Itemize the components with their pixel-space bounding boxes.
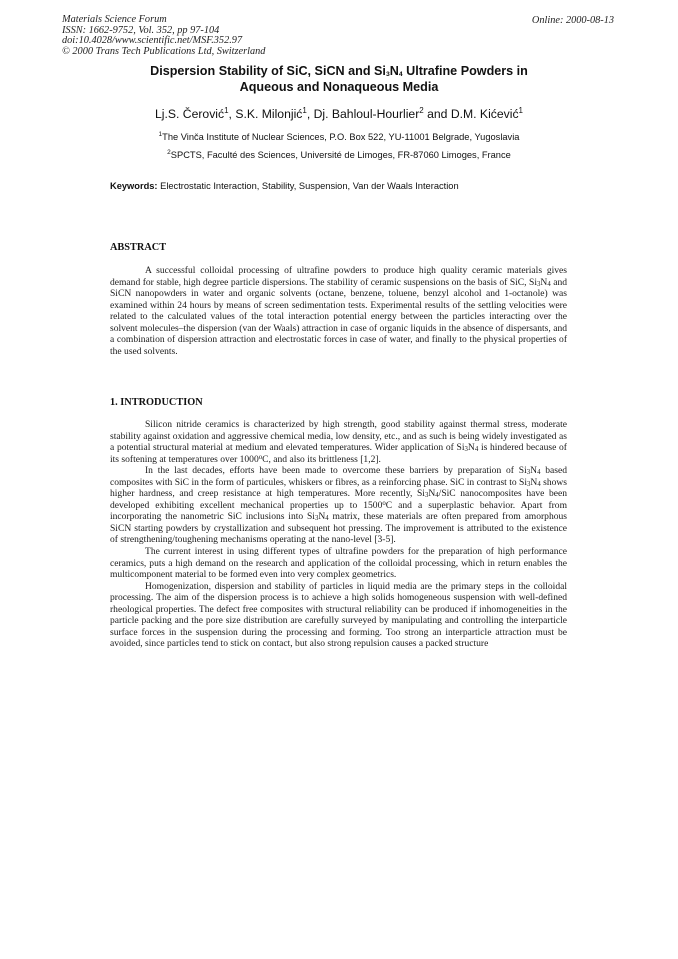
intro-paragraph-3: The current interest in using different types of ultrafine powders for the preparation of high performance ceramics, puts a high demand on the research and application of the colloidal processing, which in return enables the multicomponent material to be formed even into very complex geometrics. [110,546,567,581]
online-date: Online: 2000-08-13 [531,15,614,26]
affiliation-1: $^1$The Vinča Institute of Nuclear Sciences, P.O. Box 522, YU-11001 Belgrade, Yugoslavia [158,131,520,143]
intro-paragraph-4: Homogenization, dispersion and stability of particles in liquid media are the primary steps in the colloidal processing. The aim of the dispersion process is to achieve a high solids homogeneous suspension with well-defined rheological properties. The defect free composites with structural reliability can be produced if inhomogeneities in the particle packing and the pore size distribution are carefully surveyed by manipulating and controlling the interparticle surface forces in the suspension during the processing and forming. Too strong an interparticle attraction must be avoided, since particles tend to stick on contact, but also strong repulsion causes a packed structure [110,580,567,650]
keywords-label: Keywords: [110,181,158,191]
publication-header [62,15,265,57]
keywords [110,181,580,191]
affiliation-2: $^2$SPCTS, Faculté des Sciences, Université de Limoges, FR-87060 Limoges, France [167,149,511,161]
keywords-text: Electrostatic Interaction, Stability, Suspension, Van der Waals Interaction [157,181,459,191]
introduction-body [110,419,567,650]
introduction-heading: 1. INTRODUCTION [110,397,203,408]
title-line-1: Dispersion Stability of SiC, SiCN and $Si_3N_4$ Ultrafine Powders in [150,64,528,78]
copyright-line: © 2000 Trans Tech Publications Ltd, Switzerland [62,45,266,57]
journal-name: Materials Science Forum [62,14,167,25]
abstract-body [110,265,567,357]
intro-paragraph-1: Silicon nitride ceramics is characterized by high strength, good stability against thermal stress, moderate stability against oxidation and aggressive chemical media, low density, etc., and as such is being widely investigated as a potential structural material at medium and elevated temperatures. Wider application of $Si_3N_4$ is hindered because of its softening at temperatures over 1000$^o$C, and also its brittleness [1,2]. [110,419,567,465]
title-line-2: Aqueous and Nonaqueous Media [239,79,439,94]
doi-line: doi:10.4028/www.scientific.net/MSF.352.97 [62,35,243,47]
issn-line: ISSN: 1662-9752, Vol. 352, pp 97-104 [62,24,220,36]
author-list: Lj.S. Čerović$^1$, S.K. Milonjić$^1$, Dj. Bahloul-Hourlier$^2$ and D.M. Kićević$^1$ [155,106,523,122]
intro-paragraph-2: In the last decades, efforts have been made to overcome these barriers by preparation of $Si_3N_4$ based composites with SiC in the form of particules, whiskers or fibres, as a reinforcing phase. SiC in contrast to $Si_3N_4$ shows higher hardness, and creep resistance at high temperatures. More recently, $Si_3N_4$/SiC nanocomposites have been developed exhibiting excellent mechanical properties up to 1500$^o$C and a superplastic behavior. Apart from incorporating the nanometric SiC inclusions into $Si_3N_4$ matrix, these materials are often prepared from amorphous SiCN starting powders by crystallization and subsequent hot pressing. The improvement is attributed to the existence of strengthening/toughening mechanisms operating at the nano-level [3-5]. [110,465,568,546]
abstract-paragraph: A successful colloidal processing of ultrafine powders to produce high quality ceramic materials gives demand for stable, high degree particle dispersions. The stability of ceramic suspensions on the basis of SiC, $Si_3N_4$ and SiCN nanopowders in water and organic solvents (octane, benzene, toluene, benzyl alcohol and 1-octanole) was examined within 24 hours by means of screen sedimentation tests. Experimental results of the settling velocities were related to the calculated values of the total interaction potential energy between the particles interacting over the solvent molecules–the dispersion (van der Waals) attraction in case of organic liquids in the absence of dispersants, and a combination of dispersion attraction and electrostatic forces in case of water, and finally to the physical properties of the used solvents. [110,265,568,357]
paper-title [100,64,578,95]
abstract-heading: ABSTRACT [110,242,167,253]
